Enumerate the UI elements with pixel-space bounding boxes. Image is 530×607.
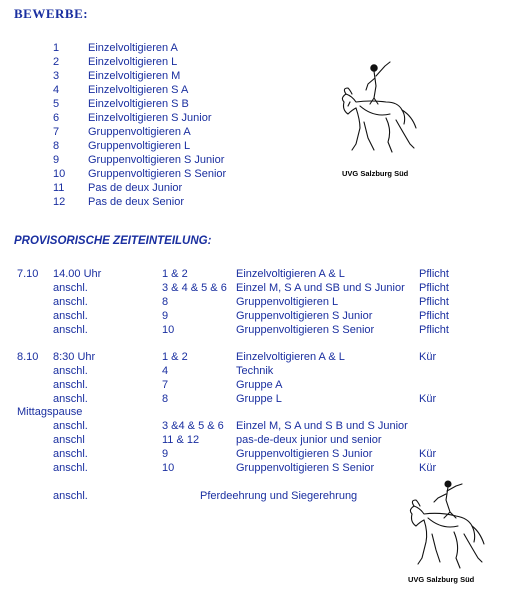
- schedule-time: anschl.: [53, 310, 88, 322]
- list-item-number: 5: [53, 98, 60, 110]
- schedule-time: 14.00 Uhr: [53, 268, 102, 280]
- schedule-type: Pflicht: [419, 282, 449, 294]
- schedule-number: 10: [162, 462, 175, 474]
- schedule-event: Gruppenvoltigieren S Junior: [236, 448, 373, 460]
- list-item-number: 2: [53, 56, 60, 68]
- schedule-number: 8: [162, 296, 169, 308]
- final-time: anschl.: [53, 490, 88, 502]
- schedule-number: 10: [162, 324, 175, 336]
- schedule-event: Einzel M, S A und S B und S Junior: [236, 420, 408, 432]
- schedule-number: 9: [162, 310, 169, 322]
- list-item-number: 7: [53, 126, 60, 138]
- schedule-event: Gruppe A: [236, 379, 283, 391]
- schedule-time: anschl.: [53, 282, 88, 294]
- schedule-time: anschl.: [53, 448, 88, 460]
- schedule-event: Technik: [236, 365, 274, 377]
- bewerbe-heading: BEWERBE:: [14, 6, 89, 21]
- schedule-event: Einzelvoltigieren A & L: [236, 351, 345, 363]
- schedule-type: Kür: [419, 462, 437, 474]
- list-item-number: 6: [53, 112, 60, 124]
- schedule-number: 3 & 4 & 5 & 6: [162, 282, 227, 294]
- list-item-name: Gruppenvoltigieren L: [88, 140, 191, 152]
- schedule-number: 7: [162, 379, 169, 391]
- schedule-time: anschl.: [53, 296, 88, 308]
- schedule-event: Einzelvoltigieren A & L: [236, 268, 345, 280]
- list-item-name: Einzelvoltigieren S A: [88, 84, 189, 96]
- schedule-type: Pflicht: [419, 268, 449, 280]
- list-item-number: 4: [53, 84, 60, 96]
- final-event: Pferdeehrung und Siegerehrung: [200, 490, 358, 502]
- schedule-time: anschl.: [53, 462, 88, 474]
- schedule-time: anschl.: [53, 420, 88, 432]
- schedule-event: Gruppenvoltigieren S Junior: [236, 310, 373, 322]
- schedule-event: Einzel M, S A und SB und S Junior: [236, 282, 405, 294]
- list-item-number: 9: [53, 154, 60, 166]
- list-item-name: Einzelvoltigieren L: [88, 56, 178, 68]
- list-item-number: 10: [53, 168, 66, 180]
- list-item-name: Gruppenvoltigieren S Senior: [88, 168, 227, 180]
- lunch-break: Mittagspause: [17, 406, 83, 418]
- schedule-event: Gruppenvoltigieren L: [236, 296, 339, 308]
- schedule-time: anschl.: [53, 324, 88, 336]
- schedule-number: 11 & 12: [162, 434, 200, 446]
- list-item-name: Einzelvoltigieren M: [88, 70, 181, 82]
- list-item-name: Gruppenvoltigieren S Junior: [88, 154, 225, 166]
- schedule-event: Gruppe L: [236, 393, 282, 405]
- schedule-number: 1 & 2: [162, 351, 188, 363]
- schedule-type: Kür: [419, 393, 437, 405]
- vaulting-horse-logo: [330, 58, 420, 164]
- schedule-event: Gruppenvoltigieren S Senior: [236, 462, 375, 474]
- schedule-event: pas-de-deux junior und senior: [236, 434, 382, 446]
- schedule-number: 9: [162, 448, 169, 460]
- list-item-number: 3: [53, 70, 60, 82]
- schedule-number: 1 & 2: [162, 268, 188, 280]
- list-item-name: Gruppenvoltigieren A: [88, 126, 191, 138]
- schedule-type: Pflicht: [419, 324, 449, 336]
- schedule-date: 7.10: [17, 268, 39, 280]
- list-item-name: Pas de deux Junior: [88, 182, 183, 194]
- schedule-type: Kür: [419, 448, 437, 460]
- schedule-type: Pflicht: [419, 296, 449, 308]
- schedule-number: 4: [162, 365, 169, 377]
- list-item-number: 1: [53, 42, 60, 54]
- schedule-number: 8: [162, 393, 169, 405]
- schedule-time: anschl.: [53, 365, 88, 377]
- schedule-date: 8.10: [17, 351, 39, 363]
- list-item-number: 11: [53, 182, 65, 194]
- schedule-time: anschl.: [53, 393, 88, 405]
- zeiteinteilung-heading: PROVISORISCHE ZEITEINTEILUNG:: [14, 235, 212, 247]
- list-item-number: 8: [53, 140, 60, 152]
- logo-caption: UVG Salzburg Süd: [408, 575, 475, 584]
- schedule-time: anschl: [53, 434, 85, 446]
- list-item-name: Einzelvoltigieren A: [88, 42, 178, 54]
- list-item-name: Einzelvoltigieren S Junior: [88, 112, 212, 124]
- schedule-type: Kür: [419, 351, 437, 363]
- schedule-event: Gruppenvoltigieren S Senior: [236, 324, 375, 336]
- list-item-name: Einzelvoltigieren S B: [88, 98, 189, 110]
- vaulting-horse-logo: [400, 476, 488, 576]
- list-item-name: Pas de deux Senior: [88, 196, 185, 208]
- schedule-number: 3 &4 & 5 & 6: [162, 420, 224, 432]
- logo-caption: UVG Salzburg Süd: [342, 169, 409, 178]
- schedule-time: 8:30 Uhr: [53, 351, 96, 363]
- list-item-number: 12: [53, 196, 66, 208]
- schedule-time: anschl.: [53, 379, 88, 391]
- schedule-type: Pflicht: [419, 310, 449, 322]
